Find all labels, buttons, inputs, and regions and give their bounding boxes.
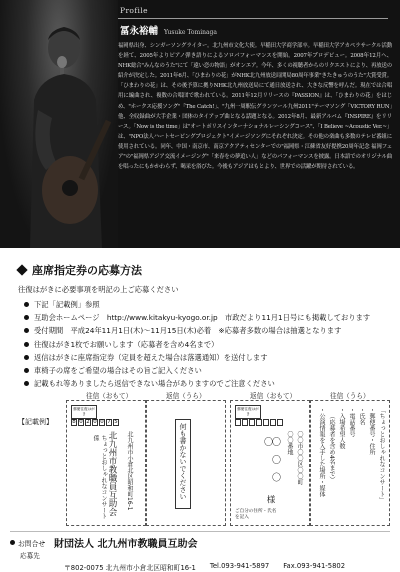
fax-number: Fax.093-941-5802 bbox=[283, 562, 346, 570]
application-section bbox=[0, 248, 400, 390]
sender-name: 〇 〇 〇 〇 bbox=[262, 437, 280, 485]
profile-label: Profile bbox=[120, 6, 148, 15]
list-item: 返信はがきに座席指定券（定員を超えた場合は落選通知）を送付します bbox=[24, 351, 386, 364]
profile-text-block bbox=[118, 6, 396, 172]
artist-name bbox=[120, 23, 396, 37]
artist-photo bbox=[0, 0, 118, 248]
postcard-outgoing-front bbox=[66, 400, 146, 526]
profile-panel bbox=[0, 0, 400, 248]
profile-divider bbox=[118, 18, 388, 19]
footer-divider bbox=[10, 531, 390, 532]
honorific: 様 bbox=[265, 495, 275, 504]
sender-note: ご自分の住所・氏名を記入 bbox=[235, 509, 277, 520]
bullet-icon bbox=[24, 328, 29, 333]
list-item: 車椅子の席をご希望の場合はその旨ご記入ください bbox=[24, 364, 386, 377]
postal-address: 〒802-0075 北九州市小倉北区昭和町16-1 bbox=[64, 564, 196, 572]
section-title bbox=[14, 262, 386, 278]
homepage-link[interactable]: 互助会ホームページ http://www.kitakyu-kyogo.or.jp 市政だより11月1日号にも掲載しております bbox=[34, 313, 371, 323]
sender-address-line1: 〇〇市〇〇区〇〇町 bbox=[296, 431, 303, 485]
bullet-icon bbox=[24, 355, 29, 360]
zip-code-boxes bbox=[235, 419, 283, 426]
section-title-text: 座席指定券の応募方法 bbox=[32, 264, 142, 277]
footer-label: お問合せ bbox=[18, 539, 46, 548]
bullet-icon bbox=[24, 368, 29, 373]
blank-note: 何も書かないでください bbox=[175, 419, 191, 509]
card-head-send-front: 返信（おもて） bbox=[250, 392, 297, 400]
recipient-organization: 北九州市教職員互助会 bbox=[107, 431, 117, 516]
recipient-address: 北九州市小倉北区昭和町16-1 bbox=[126, 431, 133, 511]
required-count-note: （応募者を含め4名まで） bbox=[328, 413, 335, 483]
required-source: ・公演情報を入手した場所・媒体 bbox=[318, 407, 325, 497]
required-count: ・入場希望人数 bbox=[338, 407, 345, 449]
bullet-icon bbox=[24, 342, 29, 347]
bullet-icon bbox=[24, 381, 29, 386]
zip-code-boxes: 8 0 2 0 0 7 5 bbox=[72, 419, 118, 425]
bullet-icon bbox=[10, 540, 15, 545]
example-label: 【記載例】 bbox=[18, 418, 53, 426]
postcard-outgoing-back bbox=[310, 400, 390, 526]
list-item: 下記「記載例」参照 bbox=[24, 298, 386, 311]
recipient-department: ちょっとおしゃれなコンサート係 bbox=[92, 435, 107, 519]
required-name: ・氏名 bbox=[358, 407, 365, 425]
stamp-box: 郵便往復はがき bbox=[71, 405, 97, 419]
postcard-reply-front bbox=[230, 400, 310, 526]
bullet-icon bbox=[24, 315, 29, 320]
contact-details bbox=[64, 562, 390, 572]
list-item: 往復はがき1枚でお願いします（応募者を含め4名まで） bbox=[24, 338, 386, 351]
required-zip-address: ・郵便番号・住所 bbox=[368, 407, 375, 455]
organization-name: 財団法人 北九州市教職員互助会 bbox=[54, 539, 198, 550]
card-head-reply-back: 返信（うら） bbox=[166, 392, 206, 400]
bullet-icon bbox=[24, 302, 29, 307]
artist-bio: 福岡県出身、シンガーソングライター。北九州市文化大使。早稲田大学商学部卒。早稲田大学アカペラサークル活動を経て、2005年よりピアノ弾き語りによるソロパフォーマンスを開始。2007年プロデビュー。2008年12月へ、NHK総合"みんなのうた"にて「遠い恋の物語」がオンエア。今年、多くの視聴者からのリクエストにより、再放送の紹介が決定した。2011年6月、「ひまわりの花」がNHK北九州放送局開局80周年事業"きたきゅうのうた"大賞受賞。「ひまわりの花」は、その後予算に拠りNHK北九州放送局にて通日放送され、大きな反響を呼んだ。現在では合唱用に編曲され、複数の合唱団で歌われている。2011年12月リリースの『PASSION』は、「ひまわりの花」をはじめ、"ホークス応援ソング"「The Catch!」、"九州一周駅伝グランツール九州2011"テーマソング「VICTORY RUN」他、全収録曲が大手企業・団体のタイアップ曲となる話題となる。2012年8月、最新アルバム『INSPIRE』をリリース。「Now is the time」は"オートポリスインターナショナルレーシングコース"、「I Believe ~Acoustic Ver.~」は、"NPO法人ハートセービングプロジェクト"イメージソングにそれぞれ決定。その他の楽曲も多数のテレビ番組に使用されている。同年、中国・南京市、南京アクアティセンターでの"福岡県・江蘇省友好提携20周年記念 福岡フェア"の"福岡県アジア交流イメージング"「来春をの夢追い人」などのパフォーマンスを披露。日本語でのオリジナル曲を唱ったにもかかわらず、喝采を浴びた。今後もアジアはもとより、世界での活躍が期待されている。 bbox=[118, 43, 392, 171]
list-item bbox=[24, 311, 386, 324]
sender-address-line2: 〇〇番地 bbox=[286, 431, 293, 455]
footer-label-2: 応募先 bbox=[20, 552, 40, 560]
card-head-send-back: 往信（うら） bbox=[330, 392, 370, 400]
artist-name-en: Yusuke Tominaga bbox=[164, 29, 217, 36]
concert-title-line: 「ちょっとおしゃれなコンサート」 bbox=[378, 407, 385, 503]
required-phone: ・電話番号 bbox=[348, 407, 355, 437]
stamp-box: 郵便往復はがき bbox=[235, 405, 261, 419]
intro-text: 往復はがきに必要事項を明記の上ご応募ください bbox=[18, 285, 179, 294]
card-head-reply-go: 往信（おもて） bbox=[86, 392, 133, 400]
phone-number[interactable]: Tel.093-941-5897 bbox=[209, 562, 270, 570]
list-item: 受付期間 平成24年11月1日(木)～11月15日(木)必着 ※応募者多数の場合は抽選となります bbox=[24, 324, 386, 337]
postcard-reply-back bbox=[146, 400, 226, 526]
contact-footer bbox=[10, 535, 390, 572]
diamond-icon bbox=[16, 264, 27, 275]
list-item: 記載もれ等ありましたら返信できない場合がありますのでご注意ください bbox=[24, 377, 386, 390]
instruction-list bbox=[24, 298, 386, 390]
artist-name-ja: 冨永裕輔 bbox=[120, 26, 159, 37]
